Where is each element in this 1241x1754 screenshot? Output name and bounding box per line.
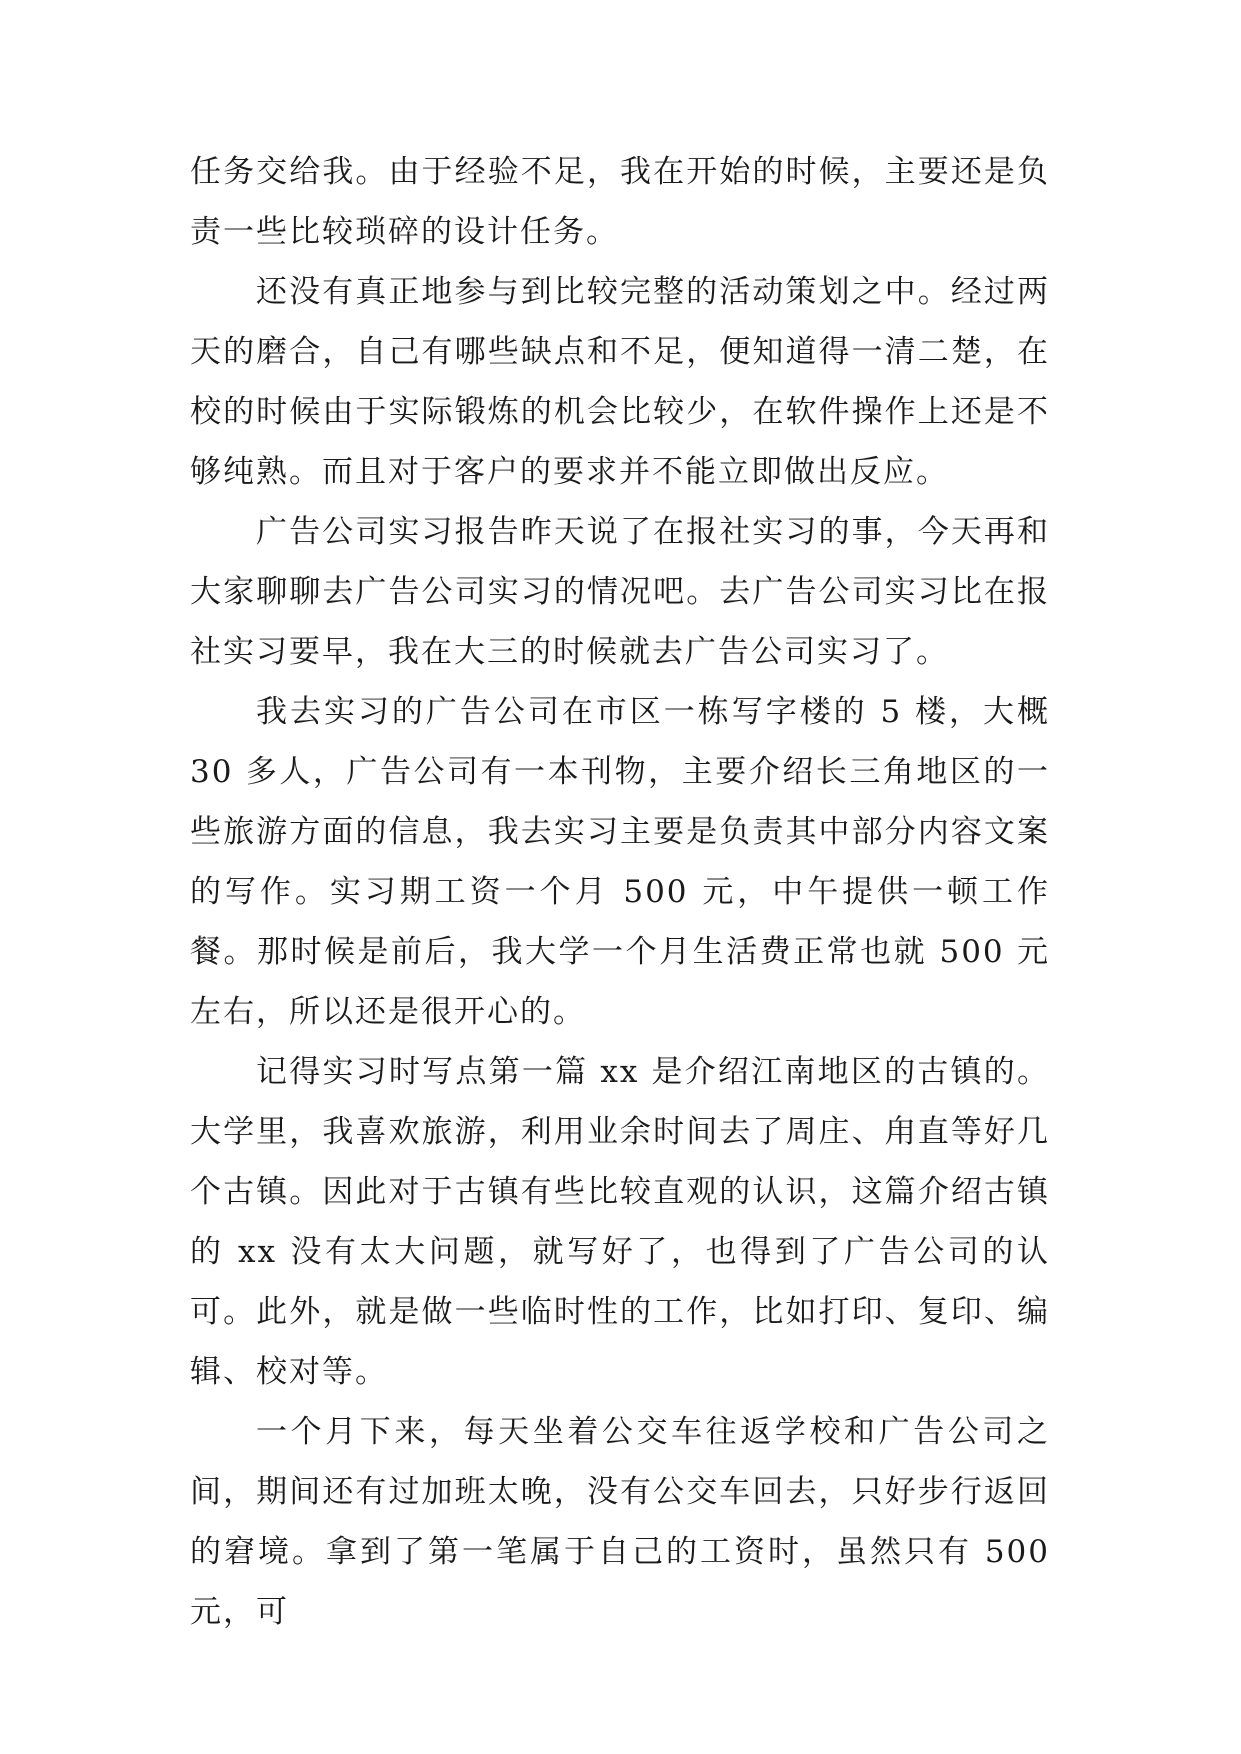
paragraph-3: 广告公司实习报告昨天说了在报社实习的事，今天再和大家聊聊去广告公司实习的情况吧。去广告公司实习比在报社实习要早，我在大三的时候就去广告公司实习了。 <box>190 514 1050 670</box>
paragraph-2: 还没有真正地参与到比较完整的活动策划之中。经过两天的磨合，自己有哪些缺点和不足，便知道得一清二楚，在校的时候由于实际锻炼的机会比较少，在软件操作上还是不够纯熟。而且对于客户的要求并不能立即做出反应。 <box>190 274 1050 490</box>
paragraph-6: 一个月下来，每天坐着公交车往返学校和广告公司之间，期间还有过加班太晚，没有公交车回去，只好步行返回的窘境。拿到了第一笔属于自己的工资时，虽然只有 500 元，可 <box>190 1414 1050 1630</box>
paragraph-5: 记得实习时写点第一篇 xx 是介绍江南地区的古镇的。大学里，我喜欢旅游，利用业余时间去了周庄、甪直等好几个古镇。因此对于古镇有些比较直观的认识，这篇介绍古镇的 xx 没有太大问题，就写好了，也得到了广告公司的认可。此外，就是做一些临时性的工作，比如打印、复印、编辑、校对等。 <box>190 1054 1050 1390</box>
paragraph-4: 我去实习的广告公司在市区一栋写字楼的 5 楼，大概 30 多人，广告公司有一本刊物，主要介绍长三角地区的一些旅游方面的信息，我去实习主要是负责其中部分内容文案的写作。实习期工资一个月 500 元，中午提供一顿工作餐。那时候是前后，我大学一个月生活费正常也就 500 元左右，所以还是很开心的。 <box>190 694 1050 1030</box>
document-page <box>190 142 1050 1642</box>
paragraph-1: 任务交给我。由于经验不足，我在开始的时候，主要还是负责一些比较琐碎的设计任务。 <box>190 154 1050 250</box>
